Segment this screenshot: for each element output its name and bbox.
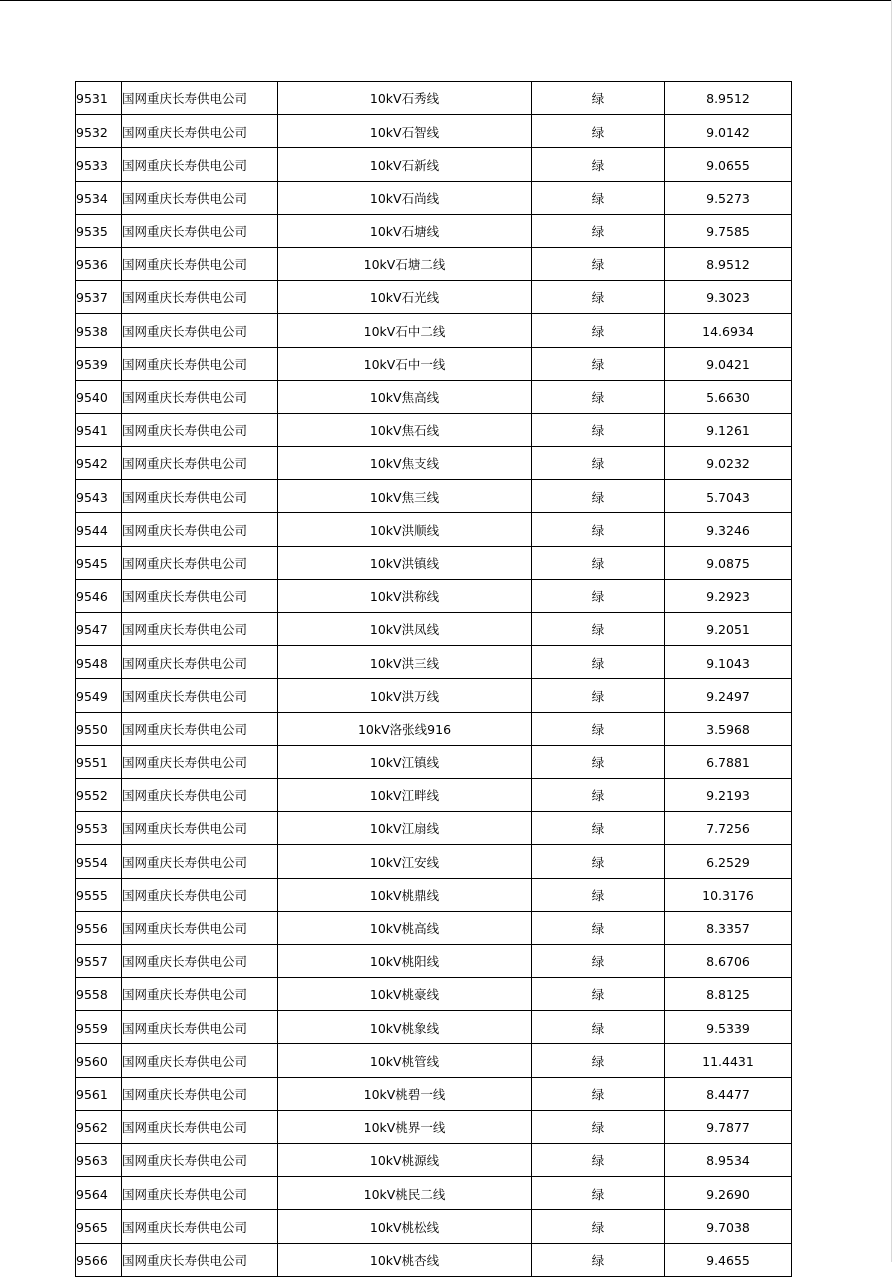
company-cell: 国网重庆长寿供电公司 [122, 878, 278, 911]
color-status-cell: 绿 [532, 1110, 665, 1143]
page-top-border [0, 0, 892, 1]
color-status-cell: 绿 [532, 247, 665, 280]
line-name-cell: 10kV焦三线 [278, 480, 532, 513]
value-cell: 7.7256 [665, 812, 792, 845]
company-cell: 国网重庆长寿供电公司 [122, 480, 278, 513]
color-status-cell: 绿 [532, 911, 665, 944]
table-row [76, 82, 792, 115]
line-name-cell: 10kV桃民二线 [278, 1177, 532, 1210]
color-status-cell: 绿 [532, 1011, 665, 1044]
row-number-cell: 9565 [76, 1210, 122, 1243]
company-cell: 国网重庆长寿供电公司 [122, 148, 278, 181]
line-name-cell: 10kV江镇线 [278, 745, 532, 778]
table-row [76, 181, 792, 214]
table-row [76, 413, 792, 446]
line-name-cell: 10kV石光线 [278, 281, 532, 314]
table-row [76, 115, 792, 148]
line-name-cell: 10kV桃松线 [278, 1210, 532, 1243]
row-number-cell: 9544 [76, 513, 122, 546]
table-row [76, 1177, 792, 1210]
company-cell: 国网重庆长寿供电公司 [122, 712, 278, 745]
line-name-cell: 10kV焦高线 [278, 380, 532, 413]
company-cell: 国网重庆长寿供电公司 [122, 380, 278, 413]
row-number-cell: 9549 [76, 679, 122, 712]
line-name-cell: 10kV石尚线 [278, 181, 532, 214]
line-name-cell: 10kV桃豪线 [278, 978, 532, 1011]
color-status-cell: 绿 [532, 944, 665, 977]
row-number-cell: 9555 [76, 878, 122, 911]
color-status-cell: 绿 [532, 778, 665, 811]
color-status-cell: 绿 [532, 115, 665, 148]
table-row [76, 148, 792, 181]
line-name-cell: 10kV石塘线 [278, 214, 532, 247]
color-status-cell: 绿 [532, 480, 665, 513]
color-status-cell: 绿 [532, 1044, 665, 1077]
value-cell: 9.7877 [665, 1110, 792, 1143]
line-name-cell: 10kV石中一线 [278, 347, 532, 380]
company-cell: 国网重庆长寿供电公司 [122, 613, 278, 646]
line-name-cell: 10kV江畔线 [278, 778, 532, 811]
company-cell: 国网重庆长寿供电公司 [122, 447, 278, 480]
table-row [76, 712, 792, 745]
color-status-cell: 绿 [532, 546, 665, 579]
table-row [76, 679, 792, 712]
row-number-cell: 9564 [76, 1177, 122, 1210]
value-cell: 5.7043 [665, 480, 792, 513]
table-row [76, 247, 792, 280]
color-status-cell: 绿 [532, 314, 665, 347]
row-number-cell: 9554 [76, 845, 122, 878]
value-cell: 9.5339 [665, 1011, 792, 1044]
row-number-cell: 9556 [76, 911, 122, 944]
color-status-cell: 绿 [532, 579, 665, 612]
table-row [76, 281, 792, 314]
color-status-cell: 绿 [532, 148, 665, 181]
company-cell: 国网重庆长寿供电公司 [122, 978, 278, 1011]
color-status-cell: 绿 [532, 812, 665, 845]
color-status-cell: 绿 [532, 1210, 665, 1243]
value-cell: 9.2923 [665, 579, 792, 612]
row-number-cell: 9542 [76, 447, 122, 480]
row-number-cell: 9532 [76, 115, 122, 148]
row-number-cell: 9559 [76, 1011, 122, 1044]
value-cell: 8.9512 [665, 82, 792, 115]
company-cell: 国网重庆长寿供电公司 [122, 812, 278, 845]
value-cell: 9.2690 [665, 1177, 792, 1210]
row-number-cell: 9552 [76, 778, 122, 811]
color-status-cell: 绿 [532, 978, 665, 1011]
value-cell: 8.9534 [665, 1144, 792, 1177]
value-cell: 8.3357 [665, 911, 792, 944]
table-row [76, 546, 792, 579]
line-name-cell: 10kV桃界一线 [278, 1110, 532, 1143]
table-row [76, 778, 792, 811]
table-row [76, 447, 792, 480]
row-number-cell: 9545 [76, 546, 122, 579]
table-row [76, 314, 792, 347]
row-number-cell: 9553 [76, 812, 122, 845]
row-number-cell: 9548 [76, 646, 122, 679]
color-status-cell: 绿 [532, 447, 665, 480]
color-status-cell: 绿 [532, 347, 665, 380]
table-row [76, 480, 792, 513]
line-name-cell: 10kV石中二线 [278, 314, 532, 347]
color-status-cell: 绿 [532, 413, 665, 446]
company-cell: 国网重庆长寿供电公司 [122, 1044, 278, 1077]
row-number-cell: 9547 [76, 613, 122, 646]
color-status-cell: 绿 [532, 281, 665, 314]
line-name-cell: 10kV洪顺线 [278, 513, 532, 546]
color-status-cell: 绿 [532, 1144, 665, 1177]
color-status-cell: 绿 [532, 712, 665, 745]
company-cell: 国网重庆长寿供电公司 [122, 1077, 278, 1110]
company-cell: 国网重庆长寿供电公司 [122, 281, 278, 314]
table-row [76, 347, 792, 380]
line-name-cell: 10kV洛张线916 [278, 712, 532, 745]
row-number-cell: 9541 [76, 413, 122, 446]
company-cell: 国网重庆长寿供电公司 [122, 944, 278, 977]
line-name-cell: 10kV石智线 [278, 115, 532, 148]
value-cell: 8.6706 [665, 944, 792, 977]
value-cell: 9.3023 [665, 281, 792, 314]
row-number-cell: 9540 [76, 380, 122, 413]
company-cell: 国网重庆长寿供电公司 [122, 413, 278, 446]
line-name-cell: 10kV洪镇线 [278, 546, 532, 579]
value-cell: 3.5968 [665, 712, 792, 745]
row-number-cell: 9563 [76, 1144, 122, 1177]
value-cell: 9.0655 [665, 148, 792, 181]
company-cell: 国网重庆长寿供电公司 [122, 1110, 278, 1143]
value-cell: 5.6630 [665, 380, 792, 413]
row-number-cell: 9566 [76, 1243, 122, 1276]
table-row [76, 1011, 792, 1044]
value-cell: 9.1261 [665, 413, 792, 446]
row-number-cell: 9558 [76, 978, 122, 1011]
table-body [76, 82, 792, 1277]
value-cell: 6.7881 [665, 745, 792, 778]
company-cell: 国网重庆长寿供电公司 [122, 115, 278, 148]
table-row [76, 646, 792, 679]
row-number-cell: 9538 [76, 314, 122, 347]
table-row [76, 944, 792, 977]
row-number-cell: 9534 [76, 181, 122, 214]
table-row [76, 1110, 792, 1143]
line-name-cell: 10kV石新线 [278, 148, 532, 181]
company-cell: 国网重庆长寿供电公司 [122, 546, 278, 579]
color-status-cell: 绿 [532, 845, 665, 878]
company-cell: 国网重庆长寿供电公司 [122, 314, 278, 347]
line-name-cell: 10kV桃碧一线 [278, 1077, 532, 1110]
company-cell: 国网重庆长寿供电公司 [122, 911, 278, 944]
line-name-cell: 10kV桃象线 [278, 1011, 532, 1044]
table-row [76, 579, 792, 612]
color-status-cell: 绿 [532, 646, 665, 679]
value-cell: 9.0232 [665, 447, 792, 480]
color-status-cell: 绿 [532, 513, 665, 546]
value-cell: 9.0421 [665, 347, 792, 380]
color-status-cell: 绿 [532, 613, 665, 646]
line-name-cell: 10kV洪万线 [278, 679, 532, 712]
line-name-cell: 10kV江扇线 [278, 812, 532, 845]
row-number-cell: 9531 [76, 82, 122, 115]
value-cell: 14.6934 [665, 314, 792, 347]
table-row [76, 380, 792, 413]
line-name-cell: 10kV洪称线 [278, 579, 532, 612]
row-number-cell: 9562 [76, 1110, 122, 1143]
color-status-cell: 绿 [532, 1177, 665, 1210]
row-number-cell: 9546 [76, 579, 122, 612]
value-cell: 8.4477 [665, 1077, 792, 1110]
table-row [76, 978, 792, 1011]
value-cell: 8.9512 [665, 247, 792, 280]
line-name-cell: 10kV桃鼎线 [278, 878, 532, 911]
color-status-cell: 绿 [532, 82, 665, 115]
line-name-cell: 10kV桃阳线 [278, 944, 532, 977]
company-cell: 国网重庆长寿供电公司 [122, 778, 278, 811]
line-name-cell: 10kV焦石线 [278, 413, 532, 446]
line-name-cell: 10kV桃杏线 [278, 1243, 532, 1276]
value-cell: 6.2529 [665, 845, 792, 878]
row-number-cell: 9543 [76, 480, 122, 513]
data-table [75, 81, 792, 1277]
color-status-cell: 绿 [532, 1077, 665, 1110]
line-name-cell: 10kV桃源线 [278, 1144, 532, 1177]
company-cell: 国网重庆长寿供电公司 [122, 513, 278, 546]
line-name-cell: 10kV石塘二线 [278, 247, 532, 280]
table-row [76, 878, 792, 911]
row-number-cell: 9536 [76, 247, 122, 280]
table-row [76, 745, 792, 778]
table-row [76, 911, 792, 944]
table-row [76, 1144, 792, 1177]
table-row [76, 513, 792, 546]
row-number-cell: 9561 [76, 1077, 122, 1110]
table-row [76, 1044, 792, 1077]
value-cell: 9.2497 [665, 679, 792, 712]
table-row [76, 1077, 792, 1110]
value-cell: 9.7585 [665, 214, 792, 247]
line-name-cell: 10kV石秀线 [278, 82, 532, 115]
company-cell: 国网重庆长寿供电公司 [122, 1011, 278, 1044]
company-cell: 国网重庆长寿供电公司 [122, 181, 278, 214]
value-cell: 9.2193 [665, 778, 792, 811]
line-name-cell: 10kV洪凤线 [278, 613, 532, 646]
company-cell: 国网重庆长寿供电公司 [122, 745, 278, 778]
table-row [76, 845, 792, 878]
color-status-cell: 绿 [532, 679, 665, 712]
table-row [76, 1210, 792, 1243]
company-cell: 国网重庆长寿供电公司 [122, 82, 278, 115]
table-row [76, 1243, 792, 1276]
company-cell: 国网重庆长寿供电公司 [122, 347, 278, 380]
company-cell: 国网重庆长寿供电公司 [122, 1210, 278, 1243]
line-name-cell: 10kV洪三线 [278, 646, 532, 679]
line-name-cell: 10kV焦支线 [278, 447, 532, 480]
row-number-cell: 9550 [76, 712, 122, 745]
row-number-cell: 9557 [76, 944, 122, 977]
value-cell: 8.8125 [665, 978, 792, 1011]
company-cell: 国网重庆长寿供电公司 [122, 1144, 278, 1177]
value-cell: 9.0142 [665, 115, 792, 148]
row-number-cell: 9535 [76, 214, 122, 247]
company-cell: 国网重庆长寿供电公司 [122, 1243, 278, 1276]
row-number-cell: 9539 [76, 347, 122, 380]
table-row [76, 214, 792, 247]
color-status-cell: 绿 [532, 1243, 665, 1276]
color-status-cell: 绿 [532, 745, 665, 778]
table-row [76, 613, 792, 646]
value-cell: 9.2051 [665, 613, 792, 646]
color-status-cell: 绿 [532, 214, 665, 247]
row-number-cell: 9551 [76, 745, 122, 778]
company-cell: 国网重庆长寿供电公司 [122, 247, 278, 280]
value-cell: 9.4655 [665, 1243, 792, 1276]
company-cell: 国网重庆长寿供电公司 [122, 646, 278, 679]
row-number-cell: 9560 [76, 1044, 122, 1077]
value-cell: 9.3246 [665, 513, 792, 546]
table-row [76, 812, 792, 845]
value-cell: 9.1043 [665, 646, 792, 679]
row-number-cell: 9533 [76, 148, 122, 181]
line-name-cell: 10kV桃管线 [278, 1044, 532, 1077]
value-cell: 9.5273 [665, 181, 792, 214]
company-cell: 国网重庆长寿供电公司 [122, 214, 278, 247]
color-status-cell: 绿 [532, 181, 665, 214]
line-name-cell: 10kV江安线 [278, 845, 532, 878]
company-cell: 国网重庆长寿供电公司 [122, 845, 278, 878]
value-cell: 11.4431 [665, 1044, 792, 1077]
color-status-cell: 绿 [532, 380, 665, 413]
value-cell: 9.0875 [665, 546, 792, 579]
value-cell: 10.3176 [665, 878, 792, 911]
row-number-cell: 9537 [76, 281, 122, 314]
line-name-cell: 10kV桃高线 [278, 911, 532, 944]
color-status-cell: 绿 [532, 878, 665, 911]
value-cell: 9.7038 [665, 1210, 792, 1243]
company-cell: 国网重庆长寿供电公司 [122, 1177, 278, 1210]
company-cell: 国网重庆长寿供电公司 [122, 679, 278, 712]
company-cell: 国网重庆长寿供电公司 [122, 579, 278, 612]
